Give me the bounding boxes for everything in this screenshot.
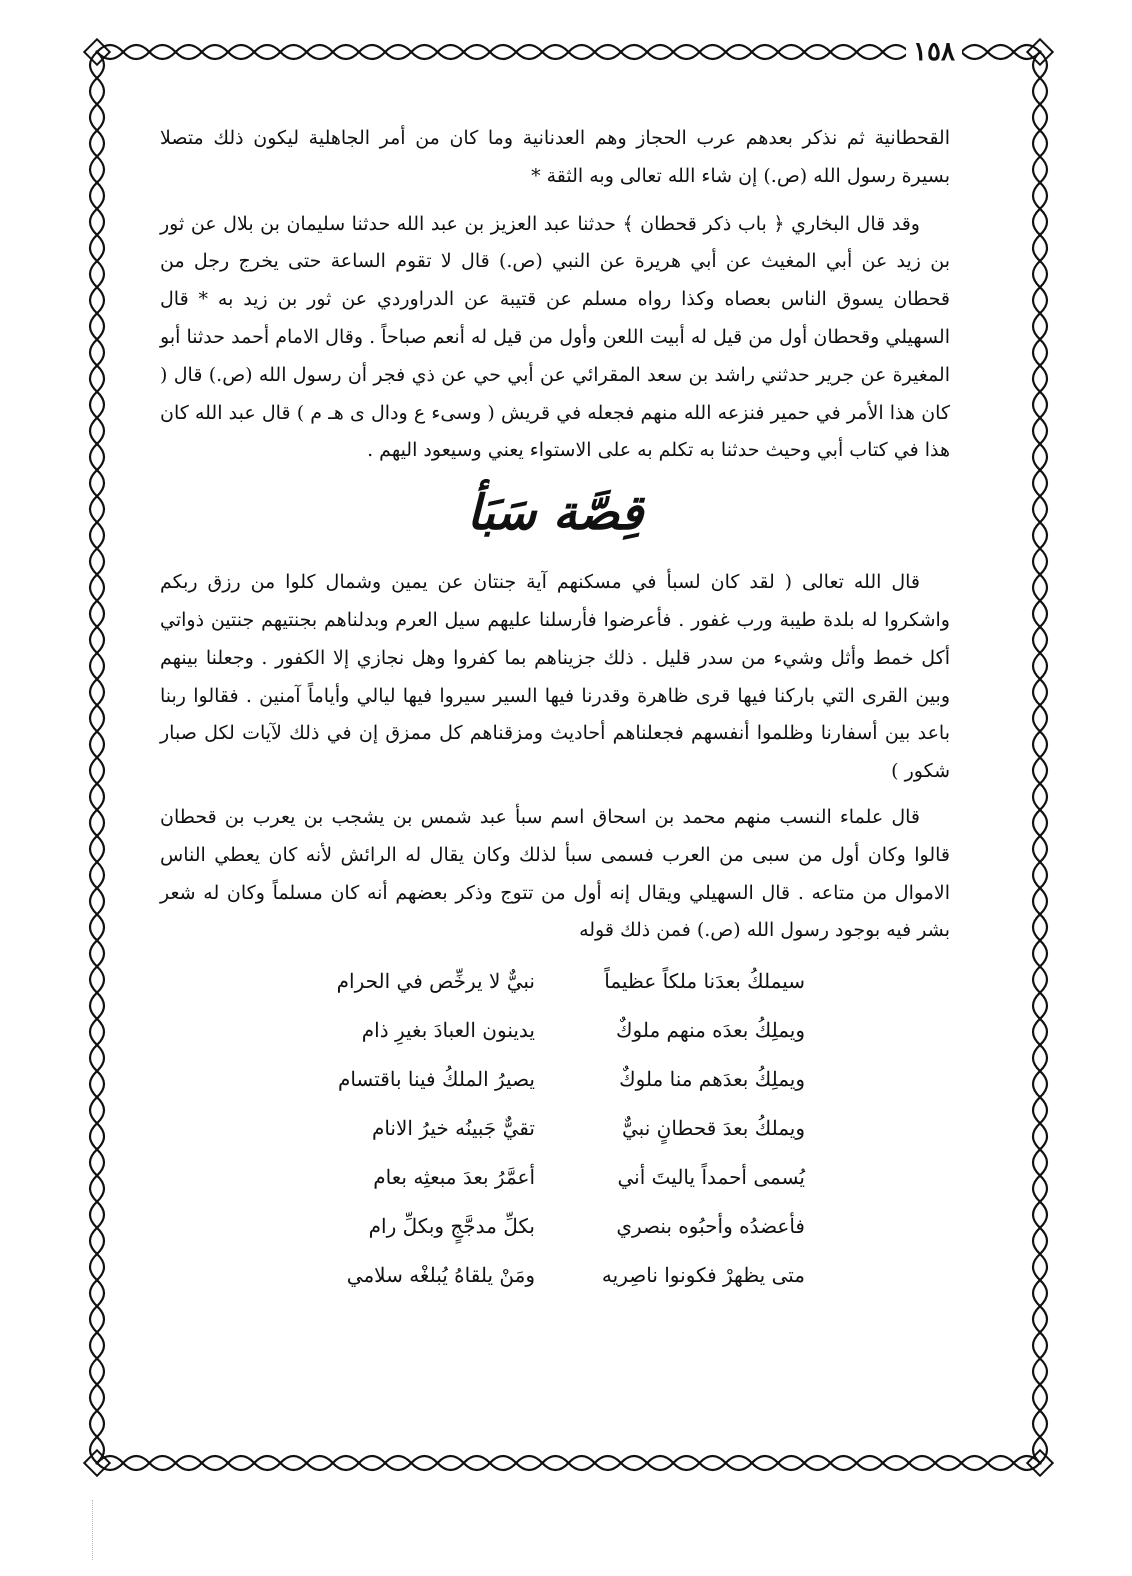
border-knot: [1038, 808, 1041, 811]
border-knot: [95, 1148, 98, 1151]
border-knot: [1038, 233, 1041, 236]
border-knot: [95, 259, 98, 262]
border-knot: [384, 50, 387, 53]
border-knot: [1038, 1331, 1041, 1334]
border-knot: [1038, 704, 1041, 707]
border-knot: [1012, 50, 1015, 53]
border-knot: [567, 50, 570, 53]
verse-first-hemistich: ويملكُ بعدَ قحطانٍ نبيٌّ: [622, 1115, 805, 1140]
border-knot: [279, 1461, 282, 1464]
border-knot: [95, 599, 98, 602]
border-knot: [724, 50, 727, 53]
border-knot: [95, 782, 98, 785]
border-knot: [410, 1461, 413, 1464]
border-knot: [95, 704, 98, 707]
border-knot: [672, 1461, 675, 1464]
border-knot: [226, 50, 229, 53]
border-knot: [95, 521, 98, 524]
border-knot: [462, 1461, 465, 1464]
border-knot: [1038, 1174, 1041, 1177]
verse-first-hemistich: يُسمى أحمداً ياليتَ أني: [617, 1164, 805, 1189]
border-knot: [95, 756, 98, 759]
border-knot: [95, 233, 98, 236]
border-knot: [541, 50, 544, 53]
border-knot: [253, 50, 256, 53]
border-knot: [95, 1070, 98, 1073]
border-knot: [1038, 1070, 1041, 1073]
border-knot: [986, 50, 989, 53]
border-knot: [148, 50, 151, 53]
border-knot: [95, 808, 98, 811]
scan-margin-mark: [92, 1500, 95, 1560]
border-knot: [1038, 991, 1041, 994]
border-knot: [95, 913, 98, 916]
border-knot: [803, 1461, 806, 1464]
border-knot: [593, 1461, 596, 1464]
border-knot: [95, 312, 98, 315]
border-knot: [253, 1461, 256, 1464]
border-knot: [95, 390, 98, 393]
border-knot: [279, 50, 282, 53]
border-knot: [95, 834, 98, 837]
border-knot: [829, 1461, 832, 1464]
border-knot: [1038, 469, 1041, 472]
border-knot: [95, 1331, 98, 1334]
border-knot: [1038, 103, 1041, 106]
border-knot: [1038, 390, 1041, 393]
border-knot: [593, 50, 596, 53]
border-knot: [95, 1461, 98, 1464]
border-knot: [95, 416, 98, 419]
border-knot: [1038, 286, 1041, 289]
border-knot: [122, 1461, 125, 1464]
border-knot: [1038, 756, 1041, 759]
verse-second-hemistich: نبيٌّ لا يرخِّص في الحرام: [336, 968, 535, 993]
border-knot: [1038, 625, 1041, 628]
section-heading: [160, 472, 950, 564]
border-knot: [881, 50, 884, 53]
border-knot: [95, 1096, 98, 1099]
border-knot: [1038, 77, 1041, 80]
border-knot: [95, 860, 98, 863]
border-knot: [1038, 939, 1041, 942]
verse-first-hemistich: ويملِكُ بعدَهم منا ملوكٌ: [619, 1066, 805, 1091]
border-knot: [1038, 730, 1041, 733]
border-knot: [567, 1461, 570, 1464]
border-knot: [95, 442, 98, 445]
border-knot: [1038, 1435, 1041, 1438]
border-knot: [1038, 129, 1041, 132]
border-knot: [1038, 1226, 1041, 1229]
border-knot: [803, 50, 806, 53]
border-knot: [1038, 1383, 1041, 1386]
poem-verse: [305, 956, 805, 1005]
border-knot: [436, 50, 439, 53]
border-knot: [1038, 1200, 1041, 1203]
border-knot: [1038, 1122, 1041, 1125]
border-knot: [357, 1461, 360, 1464]
border-knot: [122, 50, 125, 53]
border-knot: [488, 50, 491, 53]
border-knot: [1038, 678, 1041, 681]
border-knot: [1038, 207, 1041, 210]
border-knot: [907, 1461, 910, 1464]
border-knot: [95, 991, 98, 994]
border-knot: [1038, 416, 1041, 419]
border-knot: [436, 1461, 439, 1464]
border-knot: [1038, 181, 1041, 184]
border-knot: [1038, 364, 1041, 367]
border-knot: [95, 469, 98, 472]
border-knot: [934, 1461, 937, 1464]
border-knot: [95, 207, 98, 210]
section-title: قِصَّة سَبَأ: [466, 485, 644, 542]
border-knot: [1038, 965, 1041, 968]
verse-second-hemistich: يصيرُ الملكُ فينا باقتسام: [337, 1066, 535, 1091]
verse-second-hemistich: ومَنْ يلقاهُ يُبلغْه سلامي: [346, 1262, 535, 1287]
border-knot: [698, 1461, 701, 1464]
border-knot: [95, 286, 98, 289]
border-knot: [724, 1461, 727, 1464]
verse-first-hemistich: متى يظهرْ فكونوا ناصِريه: [601, 1262, 805, 1287]
border-knot: [410, 50, 413, 53]
border-knot: [1038, 1043, 1041, 1046]
poem-verse: [305, 1250, 805, 1299]
border-knot: [855, 50, 858, 53]
border-knot: [95, 887, 98, 890]
verse-first-hemistich: فأعضدُه وأحبُوه بنصري: [616, 1213, 805, 1238]
border-knot: [95, 1383, 98, 1386]
border-knot: [750, 1461, 753, 1464]
border-knot: [672, 50, 675, 53]
border-knot: [1038, 834, 1041, 837]
border-knot: [1038, 155, 1041, 158]
border-knot: [95, 155, 98, 158]
border-knot: [1012, 1461, 1015, 1464]
poem-verse: [305, 1201, 805, 1250]
border-knot: [95, 77, 98, 80]
border-knot: [95, 1174, 98, 1177]
border-knot: [95, 625, 98, 628]
border-knot: [200, 1461, 203, 1464]
border-knot: [488, 1461, 491, 1464]
border-knot: [1038, 547, 1041, 550]
border-knot: [541, 1461, 544, 1464]
border-knot: [1038, 1252, 1041, 1255]
page-number: ١٥٨: [906, 34, 962, 70]
border-knot: [305, 50, 308, 53]
border-knot: [95, 730, 98, 733]
border-knot: [174, 1461, 177, 1464]
border-knot: [646, 1461, 649, 1464]
border-knot: [95, 338, 98, 341]
poem-verse: [305, 1152, 805, 1201]
poem-verse: [305, 1005, 805, 1054]
border-knot: [95, 103, 98, 106]
border-knot: [1038, 259, 1041, 262]
border-knot: [95, 573, 98, 576]
border-knot: [1038, 573, 1041, 576]
verse-second-hemistich: أعمَّرُ بعدَ مبعثِه بعام: [373, 1164, 535, 1189]
border-knot: [95, 1279, 98, 1282]
border-knot: [95, 364, 98, 367]
border-knot: [1038, 312, 1041, 315]
border-knot: [1038, 887, 1041, 890]
border-knot: [200, 50, 203, 53]
border-knot: [95, 651, 98, 654]
border-knot: [148, 1461, 151, 1464]
border-knot: [95, 965, 98, 968]
border-knot: [960, 1461, 963, 1464]
verse-second-hemistich: تقيٌّ جَبينُه خيرُ الانام: [371, 1115, 535, 1140]
border-knot: [95, 678, 98, 681]
border-knot: [95, 1435, 98, 1438]
border-knot: [855, 1461, 858, 1464]
border-knot: [1038, 521, 1041, 524]
border-knot: [777, 1461, 780, 1464]
border-knot: [1038, 782, 1041, 785]
border-knot: [1038, 599, 1041, 602]
border-knot: [1038, 1305, 1041, 1308]
border-knot: [95, 1226, 98, 1229]
border-knot: [619, 1461, 622, 1464]
border-knot: [95, 547, 98, 550]
poem-verse: [305, 1103, 805, 1152]
border-knot: [331, 1461, 334, 1464]
border-knot: [462, 50, 465, 53]
poem: [305, 956, 805, 1299]
border-knot: [750, 50, 753, 53]
border-knot: [1038, 1409, 1041, 1412]
border-knot: [95, 939, 98, 942]
border-knot: [698, 50, 701, 53]
verse-second-hemistich: يدينون العبادَ بغيرِ ذام: [361, 1017, 535, 1042]
border-knot: [646, 50, 649, 53]
border-knot: [95, 181, 98, 184]
quran-quote-paragraph: قال الله تعالى ( لقد كان لسبأ في مسكنهم آية جنتان عن يمين وشمال كلوا من رزق ربكم واشكروا له بلدة طيبة ورب غفور . فأعرضوا فأرسلنا عليهم سيل العرم وبدلناهم بجنتيهم جنتين ذواتي أكل خمط وأثل وشيء من سدر قليل . ذلك جزيناهم بما كفروا وهل نجازي إلا الكفور . وجعلنا بينهم وبين القرى التي باركنا فيها قرى ظاهرة وقدرنا فيها السير سيروا فيها ليالي وأياماً آمنين . فقالوا ربنا باعد بين أسفارنا وظلموا أنفسهم فجعلناهم أحاديث ومزقناهم كل ممزق إن في ذلك لآيات لكل صبار شكور ): [160, 571, 950, 783]
border-knot: [1038, 1017, 1041, 1020]
border-knot: [1038, 913, 1041, 916]
border-knot: [95, 1017, 98, 1020]
border-knot: [1038, 1357, 1041, 1360]
border-knot: [95, 1043, 98, 1046]
border-knot: [95, 50, 98, 53]
genealogy-paragraph: قال علماء النسب منهم محمد بن اسحاق اسم سبأ عبد شمس بن يشجب بن يعرب بن قحطان قالوا وكان أول من سبى من العرب فسمى سبأ لذلك وكان يقال له الرائش لأنه كان يعطي الناس الاموال من متاعه . قال السهيلي ويقال إنه أول من تتوج وذكر بعضهم أنه كان مسلماً وكان له شعر بشر فيه بوجود رسول الله (ص.) فمن ذلك قوله: [160, 805, 950, 942]
border-knot: [1038, 1279, 1041, 1282]
border-knot: [1038, 860, 1041, 863]
border-knot: [1038, 1148, 1041, 1151]
border-knot: [829, 50, 832, 53]
border-knot: [619, 50, 622, 53]
border-knot: [95, 129, 98, 132]
border-knot: [95, 1357, 98, 1360]
hadith-paragraph: وقد قال البخاري ﴿ باب ذكر قحطان ﴾ حدثنا عبد العزيز بن عبد الله حدثنا سليمان بن بلال عن ثور بن زيد عن أبي المغيث عن أبي هريرة عن النبي (ص.) قال لا تقوم الساعة حتى يخرج رجل من قحطان يسوق الناس بعصاه وكذا رواه مسلم عن قتيبة عن الدراوردي عن ثور بن زيد به * قال السهيلي وقحطان أول من قيل له أبيت اللعن وأول من قيل له أنعم صباحاً . وقال الامام أحمد حدثنا أبو المغيرة عن جرير حدثني راشد بن سعد المقرائي عن أبي حي عن ذي فجر أن رسول الله (ص.) قال ( كان هذا الأمر في حمير فنزعه الله منهم فجعله في قريش ( وسىء ع ودال ى هـ م ) قال عبد الله كان هذا في كتاب أبي وحيث حدثنا به تكلم به على الاستواء يعني وسيعود اليهم .: [160, 212, 950, 462]
border-knot: [95, 1305, 98, 1308]
border-knot: [95, 1409, 98, 1412]
border-knot: [331, 50, 334, 53]
border-knot: [95, 1200, 98, 1203]
border-knot: [357, 50, 360, 53]
border-knot: [305, 1461, 308, 1464]
border-knot: [777, 50, 780, 53]
verse-first-hemistich: ويملِكُ بعدَه منهم ملوكٌ: [616, 1017, 805, 1042]
border-knot: [95, 1252, 98, 1255]
border-knot: [515, 50, 518, 53]
verse-first-hemistich: سيملكُ بعدَنا ملكاً عظيماً: [604, 968, 805, 993]
poem-verse: [305, 1054, 805, 1103]
border-knot: [881, 1461, 884, 1464]
border-knot: [1038, 338, 1041, 341]
border-knot: [1038, 442, 1041, 445]
border-knot: [1038, 1461, 1041, 1464]
border-knot: [95, 1122, 98, 1125]
verse-second-hemistich: بكلِّ مدجَّجٍ وبكلِّ رام: [368, 1213, 535, 1238]
border-knot: [95, 495, 98, 498]
border-knot: [226, 1461, 229, 1464]
border-knot: [384, 1461, 387, 1464]
intro-paragraph: القحطانية ثم نذكر بعدهم عرب الحجاز وهم العدنانية وما كان من أمر الجاهلية ليكون ذلك متصلا بسيرة رسول الله (ص.) إن شاء الله تعالى وبه الثقة *: [160, 127, 950, 187]
border-knot: [1038, 50, 1041, 53]
border-knot: [1038, 495, 1041, 498]
border-knot: [986, 1461, 989, 1464]
border-knot: [174, 50, 177, 53]
border-knot: [1038, 1096, 1041, 1099]
border-knot: [1038, 651, 1041, 654]
page-body: [160, 120, 950, 1299]
border-knot: [515, 1461, 518, 1464]
